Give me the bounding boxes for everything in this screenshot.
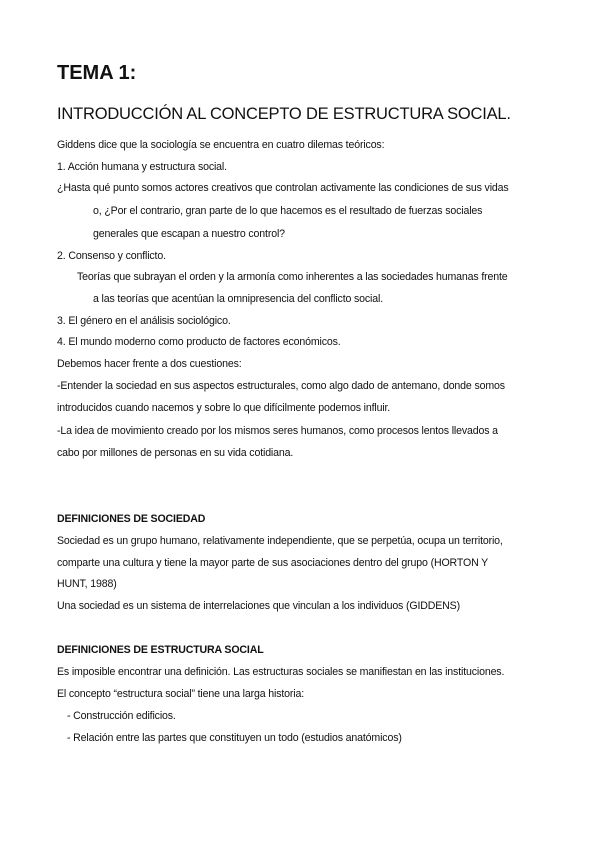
- structure-line: El concepto “estructura social” tiene una larga historia:: [57, 688, 305, 700]
- dilemma-4-title: 4. El mundo moderno como producto de factores económicos.: [57, 336, 341, 348]
- dilemma-1-title: 1. Acción humana y estructura social.: [57, 161, 227, 173]
- dilemma-1-text-line: ¿Hasta qué punto somos actores creativos que controlan activamente las condiciones de sus vidas: [57, 182, 509, 194]
- structure-bullet: - Relación entre las partes que constituyen un todo (estudios anatómicos): [67, 732, 402, 744]
- structure-line: Es imposible encontrar una definición. Las estructuras sociales se manifiestan en las instituciones.: [57, 666, 505, 678]
- dilemma-2-title: 2. Consenso y conflicto.: [57, 250, 166, 262]
- challenge-1-line: introducidos cuando nacemos y sobre lo que difícilmente podemos influir.: [57, 402, 391, 414]
- dilemma-1-text-line: o, ¿Por el contrario, gran parte de lo que hacemos es el resultado de fuerzas sociales: [93, 205, 483, 217]
- structure-heading: DEFINICIONES DE ESTRUCTURA SOCIAL: [57, 644, 264, 656]
- dilemma-1-text-line: generales que escapan a nuestro control?: [93, 228, 285, 240]
- intro-lead: Giddens dice que la sociología se encuentra en cuatro dilemas teóricos:: [57, 139, 385, 151]
- challenge-1-line: -Entender la sociedad en sus aspectos estructurales, como algo dado de antemano, donde somos: [57, 380, 505, 392]
- dilemma-2-text-line: a las teorías que acentúan la omnipresencia del conflicto social.: [93, 293, 383, 305]
- challenge-2-line: -La idea de movimiento creado por los mismos seres humanos, como procesos lentos llevados a: [57, 425, 498, 437]
- dilemma-2-text-line: Teorías que subrayan el orden y la armonía como inherentes a las sociedades humanas frente: [77, 271, 508, 283]
- challenge-2-line: cabo por millones de personas en su vida cotidiana.: [57, 447, 294, 459]
- society-definition-line: HUNT, 1988): [57, 578, 117, 590]
- document-title: TEMA 1:: [57, 62, 137, 84]
- society-heading: DEFINICIONES DE SOCIEDAD: [57, 513, 206, 525]
- society-definition-line: Una sociedad es un sistema de interrelaciones que vinculan a los individuos (GIDDENS): [57, 600, 460, 612]
- document-subtitle: INTRODUCCIÓN AL CONCEPTO DE ESTRUCTURA SOCIAL.: [57, 105, 511, 123]
- structure-bullet: - Construcción edificios.: [67, 710, 176, 722]
- society-definition-line: Sociedad es un grupo humano, relativamente independiente, que se perpetúa, ocupa un territorio,: [57, 535, 503, 547]
- society-definition-line: comparte una cultura y tiene la mayor parte de sus asociaciones dentro del grupo (HORTON Y: [57, 557, 489, 569]
- challenges-lead: Debemos hacer frente a dos cuestiones:: [57, 358, 242, 370]
- dilemma-3-title: 3. El género en el análisis sociológico.: [57, 315, 231, 327]
